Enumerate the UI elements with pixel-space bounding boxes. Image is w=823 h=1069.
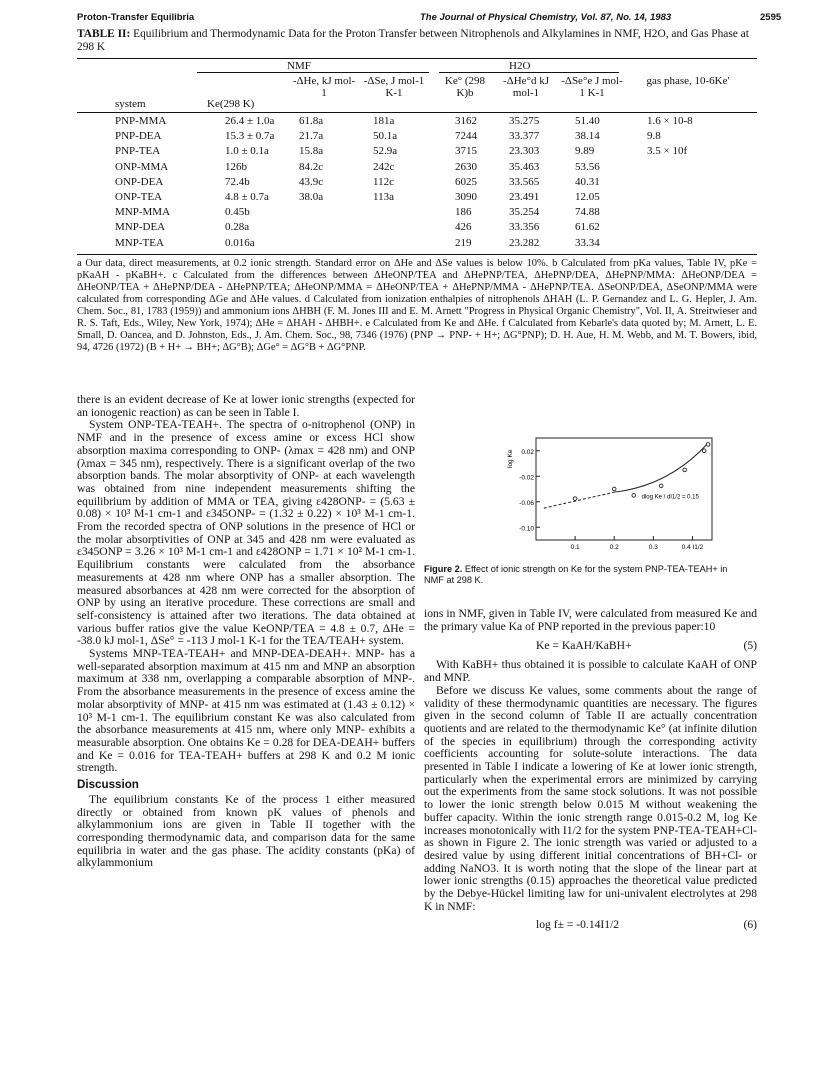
- table-cell-system: ONP-MMA: [115, 160, 169, 173]
- table-cell-ke: 0.28a: [225, 221, 250, 234]
- y-tick-label: -0.06: [519, 499, 534, 507]
- table-cell-ds: 52.9a: [373, 145, 398, 158]
- table-cell-system: PNP-MMA: [115, 115, 167, 127]
- col-header-ds-h2o: -ΔSe°e J mol-1 K-1: [561, 75, 623, 99]
- paragraph: there is an evident decrease of Ke at lower ionic strengths (expected for an ionogenic reaction) as can be seen in Table I.: [77, 393, 415, 419]
- running-title: Proton-Transfer Equilibria: [77, 12, 195, 23]
- table-cell-ke0: 186: [455, 206, 472, 219]
- table-cell-ds: 181a: [373, 115, 395, 127]
- table-cell-ke: 4.8 ± 0.7a: [225, 191, 269, 203]
- y-tick-label: -0.10: [519, 525, 534, 533]
- paragraph: Systems MNP-TEA-TEAH+ and MNP-DEA-DEAH+. MNP- has a well-separated absorption maximum at 415 nm and MNP an absorption maximum at 338 nm, overlapping a comparable absorption of MNP-. From the absorbance measurements in the presence of excess amine the molar absorptivity of MNP- at 415 nm was estimated at (1.43 ± 0.12) × 10³ M-1 cm-1. The equilibrium constant Ke was also calculated from the absorbance measurements at 415 nm, where only MNP- exhibits a measurable absorption. One obtains Ke = 0.28 for DEA-DEAH+ buffers and Ke = 0.016 for TEA-TEAH+ buffers at 298 K and 0.2 M ionic strength.: [77, 647, 415, 775]
- table-cell-ke: 1.0 ± 0.1a: [225, 145, 269, 158]
- h2o-rule: [439, 72, 619, 73]
- nmf-rule: [197, 72, 429, 73]
- table-cell-system: PNP-DEA: [115, 130, 162, 143]
- table-cell-ke0: 7244: [455, 130, 477, 143]
- slope-annotation: dlog Ke / dI1/2 = 0.15: [641, 494, 699, 501]
- table-cell-system: ONP-TEA: [115, 191, 163, 203]
- table-cell-gas: 9.8: [647, 130, 661, 143]
- table-top-rule: [77, 58, 757, 59]
- plot-frame: [536, 438, 712, 540]
- data-point: [573, 497, 577, 501]
- table-cell-gas: 1.6 × 10-8: [647, 115, 693, 127]
- table-cell-ds: 50.1a: [373, 130, 398, 143]
- data-point: [659, 484, 663, 488]
- paragraph: Before we discuss Ke values, some comments about the range of validity of these thermodynamic quantities are necessary. The figures given in the second column of Table II are actually concentration quotients and are related to the thermodynamic Ke° (at infinite dilution of the species in equilibrium) through the corresponding activity coefficients accounting for solute-solute interactions. The data presented in Table I indicate a lowering of Ke at lower ionic strength, particularly when the experimental errors are minimized by carrying out the experiments from the same stock solutions. It was not possible to lower the ionic strength below 0.015 M without weakening the buffer capacity. Within the ionic strength range 0.015-0.2 M, log Ke increases monotonically with I1/2 for the system PNP-TEA-TEAH+Cl- as shown in Figure 2. The ionic strength was varied or adjusted to a desired value by using different initial concentrations of BH+Cl- or adding NaNO3. It is worth noting that the slope of the linear part at lower ionic strengths (0.15) approaches the theoretical value predicted by the Debye-Hückel limiting law for uni-univalent electrolytes at 298 K in NMF:: [424, 683, 757, 913]
- group-header-h2o: H2O: [509, 60, 531, 72]
- table-bottom-rule: [77, 254, 757, 255]
- table-cell-ke: 72.4b: [225, 175, 250, 188]
- table-cell-dh: 38.0a: [299, 191, 324, 203]
- data-point: [612, 487, 616, 491]
- col-header-dh-h2o: -ΔHe°d kJ mol-1: [503, 75, 549, 99]
- table-cell-ds: 242c: [373, 160, 395, 173]
- data-point: [706, 443, 710, 447]
- table-cell-system: MNP-TEA: [115, 236, 164, 249]
- table-cell-ds0: 51.40: [575, 115, 600, 127]
- col-header-ds-nmf: -ΔSe, J mol-1 K-1: [363, 75, 425, 99]
- table-cell-ds0: 40.31: [575, 175, 600, 188]
- equation-6: log f± = -0.14I1/2: [536, 918, 620, 932]
- table-cell-dh: 15.8a: [299, 145, 324, 158]
- col-header-ke-h2o: Ke° (298 K)b: [444, 75, 486, 99]
- table-cell-ds0: 53.56: [575, 160, 600, 173]
- table-cell-ds0: 61.62: [575, 221, 600, 234]
- table-cell-ds0: 74.88: [575, 206, 600, 219]
- table-header-rule: [77, 112, 757, 113]
- table-cell-ds: 113a: [373, 191, 394, 203]
- table-cell-ke0: 6025: [455, 175, 477, 188]
- table-cell-system: MNP-MMA: [115, 206, 171, 219]
- table-cell-ds0: 12.05: [575, 191, 600, 203]
- table-cell-system: PNP-TEA: [115, 145, 161, 158]
- table-cell-ke: 15.3 ± 0.7a: [225, 130, 275, 143]
- equation-5-number: (5): [743, 639, 757, 653]
- col-header-ke: Ke(298 K): [207, 98, 255, 110]
- limiting-slope-line: [544, 492, 614, 508]
- table-footnotes: [77, 258, 757, 354]
- col-header-system: system: [115, 98, 146, 110]
- table-cell-ke0: 426: [455, 221, 472, 234]
- col-header-dh-nmf: -ΔHe, kJ mol-1: [292, 75, 356, 99]
- data-point: [702, 449, 706, 453]
- table-cell-dh: 61.8a: [299, 115, 324, 127]
- equation-5: Ke = KaAH/KaBH+: [536, 639, 632, 653]
- table-cell-ke0: 3090: [455, 191, 477, 203]
- group-header-nmf: NMF: [287, 60, 311, 72]
- table-cell-dh: 84.2c: [299, 160, 324, 173]
- table-cell-ke0: 3162: [455, 115, 477, 127]
- table-cell-dh0: 23.303: [509, 145, 540, 158]
- right-column: [424, 608, 757, 937]
- table-cell-ds0: 9.89: [575, 145, 595, 158]
- table-caption-text: Equilibrium and Thermodynamic Data for the Proton Transfer between Nitrophenols and Alkylamines in NMF, H2O, and Gas Phase at 298 K: [77, 28, 749, 53]
- section-heading-discussion: Discussion: [77, 778, 139, 792]
- table-cell-ke0: 3715: [455, 145, 477, 158]
- table-cell-dh: 43.9c: [299, 175, 324, 188]
- table-caption: [77, 28, 757, 54]
- plot-svg: [500, 430, 720, 558]
- table-cell-dh0: 33.356: [509, 221, 540, 234]
- equation-6-row: [424, 913, 757, 937]
- table-cell-ke: 0.016a: [225, 236, 255, 249]
- page-number: 2595: [760, 12, 782, 23]
- x-tick-label: 0.4 I1/2: [681, 544, 704, 551]
- y-tick-label: -0.02: [519, 474, 534, 482]
- table-cell-ke0: 219: [455, 236, 472, 249]
- left-column: [77, 394, 415, 870]
- data-point: [683, 468, 687, 472]
- table-cell-dh0: 35.463: [509, 160, 540, 173]
- table-cell-dh0: 33.565: [509, 175, 540, 188]
- table-cell-ds0: 38.14: [575, 130, 600, 143]
- y-tick-label: 0.02: [521, 448, 534, 456]
- paragraph: With KaBH+ thus obtained it is possible to calculate KaAH of ONP and MNP.: [424, 658, 757, 685]
- table-cell-ke0: 2630: [455, 160, 477, 173]
- x-tick-label: 0.3: [648, 544, 658, 551]
- x-tick-label: 0.2: [609, 544, 619, 551]
- col-header-gas: gas phase, 10-6Ke': [646, 75, 730, 87]
- figure-label: Figure 2.: [424, 564, 463, 574]
- paragraph: The equilibrium constants Ke of the process 1 either measured directly or obtained from known pK values of phenols and alkylammonium ions are given in Table II together with the corresponding thermodynamic data, and comparison data for the same equilibria in water and the gas phase. The acidity constants (pKa) of alkylammonium: [77, 792, 415, 870]
- table-cell-system: MNP-DEA: [115, 221, 166, 234]
- table-cell-dh0: 35.275: [509, 115, 540, 127]
- table-cell-dh0: 23.282: [509, 236, 540, 249]
- figure-caption: [424, 564, 744, 586]
- paragraph: System ONP-TEA-TEAH+. The spectra of o-nitrophenol (ONP) in NMF and in the presence of excess amine or excess HCl show absorption maxima corresponding to ONP- (λmax = 428 nm) and ONP (λmax = 345 nm), respectively. There is a significant overlap of the two absorption bands. The molar absorptivity of ONP- at each wavelength was obtained from nine independent measurements shifting the equilibrium by addition of MMA or TEA, giving ε428ONP- = (5.63 ± 0.08) × 10³ M-1 cm-1 and ε345ONP- = (1.32 ± 0.22) × 10³ M-1 cm-1. From the recorded spectra of ONP solutions in the presence of HCl or the molar absorptivities of ONP at 345 and 428 nm were evaluated as ε345ONP = 3.26 × 10³ M-1 cm-1 and ε428ONP = 1.71 × 10² M-1 cm-1. Equilibrium constants were calculated from the absorbance measurements at 428 nm where ONP has a smaller absorption. The measured absorbances at 428 nm were corrected for the absorption of ONP by using an iterative procedure. These corrections are small and self-consistency is attained after two iterations. The data obtained at various buffer ratios give the value KeONP/TEA = 4.8 ± 0.7, ΔHe = -38.0 kJ mol-1, ΔSe° = -113 J mol-1 K-1 for the TEA/TEAH+ system.: [77, 418, 415, 648]
- table-cell-dh: 21.7a: [299, 130, 324, 143]
- figure-2-plot: [500, 430, 720, 558]
- journal-citation: The Journal of Physical Chemistry, Vol. 87, No. 14, 1983: [420, 12, 672, 23]
- data-point: [632, 494, 636, 498]
- equation-5-row: [424, 633, 757, 659]
- table-cell-ke: 26.4 ± 1.0a: [225, 115, 275, 127]
- table-cell-dh0: 35.254: [509, 206, 540, 219]
- table-cell-dh0: 33.377: [509, 130, 540, 143]
- table-label: TABLE II:: [77, 28, 131, 40]
- paragraph: ions in NMF, given in Table IV, were calculated from measured Ke and the primary value Ka of PNP reported in the previous paper:10: [424, 607, 757, 633]
- y-axis-label: log Ke: [507, 449, 514, 468]
- table-cell-ke: 126b: [225, 160, 247, 173]
- table-cell-ke: 0.45b: [225, 206, 250, 219]
- x-tick-label: 0.1: [570, 544, 580, 551]
- table-cell-ds: 112c: [373, 175, 394, 188]
- footnote-text: a Our data, direct measurements, at 0.2 ionic strength. Standard error on ΔHe and ΔSe values is below 10%. b Calculated from pKa values, Table IV, pKe = pKaAH - pKaBH+. c Calculated from the differences between ΔHeONP/TEA and ΔHePNP/TEA, ΔHePNP/DEA, ΔHePNP/MMA: ΔHeONP/DEA = ΔHeONP/TEA + ΔHePNP/DEA - ΔHePNP/TEA; ΔHeONP/MMA = ΔHeONP/TEA + ΔHePNP/MMA - ΔHePNP/TEA. ΔSeONP/DEA, ΔSeONP/MMA were calculated from corresponding ΔGe and ΔHe values. d Calculated from ionization enthalpies of nitrophenols ΔHAH (L. P. Gernandez and L. G. Hepler, J. Am. Chem. Soc., 81, 1783 (1959)) and ammonium ions ΔHBH (F. M. Jones III and E. M. Arnett "Progress in Physical Organic Chemistry", Vol. II, A. Streitwieser and R. S. Taft, Eds., Wiley, New York, 1974); ΔHe = ΔHAH - ΔHBH+. e Calculated from Ke and ΔHe. f Calculated from Kebarle's data quoted by; M. Arnett, L. E. Small, D. Oancea, and D. Johnston, Eds., J. Am. Chem. Soc., 98, 7346 (1976) (PNP → PNP- + H+; ΔG°PNP); D. H. Aue, H. M. Webb, and M. T. Bowers, ibid, 94, 4726 (1972) (B + H+ → BH+; ΔG°B); ΔGe° = ΔG°B + ΔG°PNP.: [77, 258, 757, 353]
- table-cell-gas: 3.5 × 10f: [647, 145, 688, 158]
- table-cell-dh0: 23.491: [509, 191, 540, 203]
- table-cell-system: ONP-DEA: [115, 175, 164, 188]
- table-cell-ds0: 33.34: [575, 236, 600, 249]
- figure-caption-text: Effect of ionic strength on Ke for the system PNP-TEA-TEAH+ in NMF at 298 K.: [424, 564, 728, 585]
- equation-6-number: (6): [743, 918, 757, 932]
